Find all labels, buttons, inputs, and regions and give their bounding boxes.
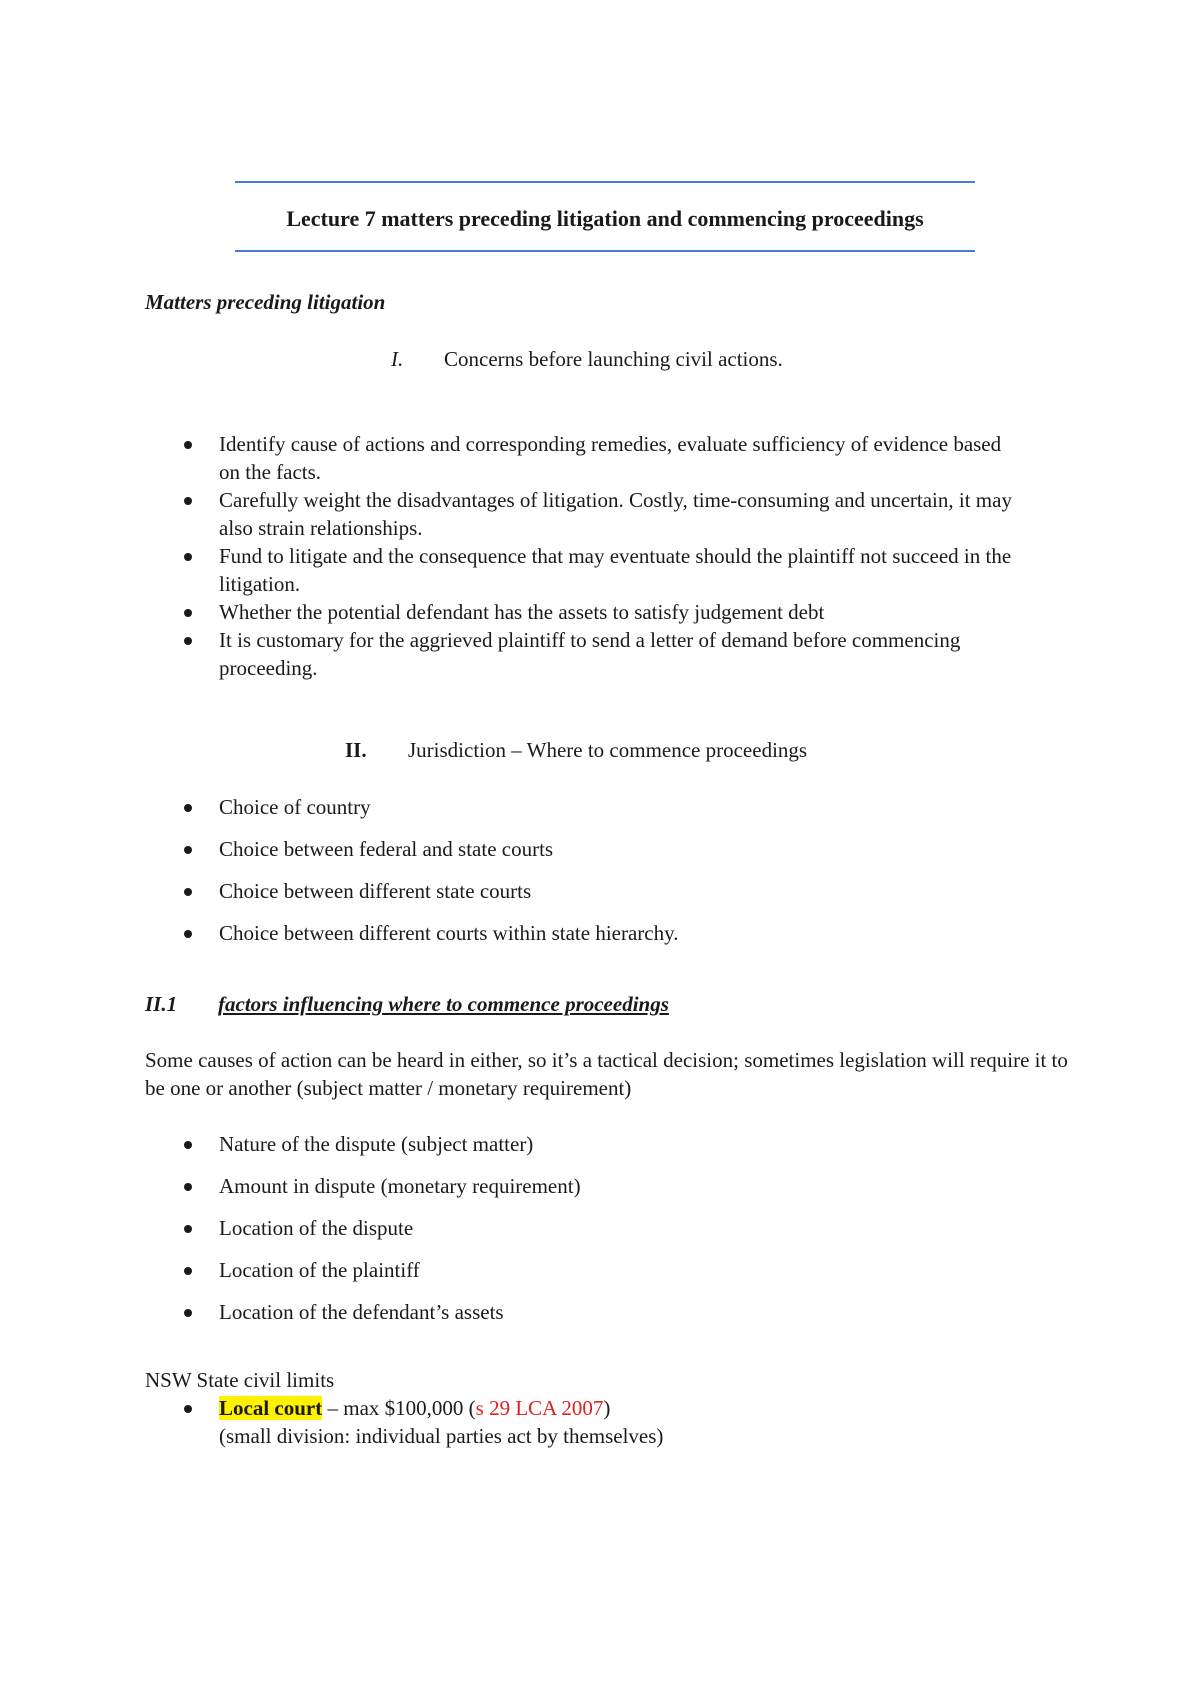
local-court-highlight: Local court (219, 1396, 323, 1420)
bullet-icon (184, 1183, 192, 1191)
bullet-icon (184, 888, 192, 896)
numeral-i: I. (391, 347, 404, 371)
list-item: Whether the potential defendant has the assets to satisfy judgement debt (0, 598, 1019, 626)
bullet-list-concerns (0, 430, 1019, 682)
paragraph-tactical: Some causes of action can be heard in either, so it’s a tactical decision; sometimes legislation will require it to be one or another (subject matter / monetary requirement) (145, 1048, 1068, 1100)
list-item: Fund to litigate and the consequence that may eventuate should the plaintiff not succeed in the litigation. (0, 542, 1019, 598)
bullet-icon (184, 441, 192, 449)
list-item: Choice of country (0, 793, 1019, 821)
bullet-icon (184, 1267, 192, 1275)
bullet-list-factors (0, 1130, 1019, 1326)
bullet-icon (184, 930, 192, 938)
nsw-heading: NSW State civil limits (145, 1368, 335, 1392)
list-item: Amount in dispute (monetary requirement) (0, 1172, 1019, 1200)
numeral-ii: II. (345, 738, 367, 762)
title-bottom-rule (235, 250, 975, 252)
bullet-icon (184, 609, 192, 617)
bullet-icon (184, 804, 192, 812)
list-item: Choice between different state courts (0, 877, 1019, 905)
bullet-icon (184, 637, 192, 645)
title-top-rule (235, 181, 975, 183)
list-item: Identify cause of actions and corresponding remedies, evaluate sufficiency of evidence based on the facts. (0, 430, 1019, 486)
bullet-icon (184, 1309, 192, 1317)
limit-text: – max $100,000 ( (322, 1396, 476, 1420)
list-item: Location of the defendant’s assets (0, 1298, 1019, 1326)
section-heading-factors: factors influencing where to commence proceedings (218, 992, 669, 1016)
numeral-ii-1: II.1 (145, 992, 178, 1016)
close-paren: ) (603, 1396, 611, 1420)
subheading-jurisdiction: Jurisdiction – Where to commence proceedings (408, 738, 808, 762)
bullet-icon (184, 1141, 192, 1149)
list-item: Choice between different courts within state hierarchy. (0, 919, 1019, 947)
list-item: Carefully weight the disadvantages of litigation. Costly, time-consuming and uncertain, it may also strain relationships. (0, 486, 1019, 542)
bullet-icon (184, 497, 192, 505)
bullet-icon (184, 553, 192, 561)
page-title: Lecture 7 matters preceding litigation and commencing proceedings (286, 206, 924, 231)
section-heading-matters: Matters preceding litigation (145, 290, 386, 314)
list-item-local-court (0, 1394, 1019, 1450)
bullet-icon (184, 1405, 192, 1413)
list-item: Location of the plaintiff (0, 1256, 1019, 1284)
list-item: Location of the dispute (0, 1214, 1019, 1242)
bullet-list-nsw (0, 1394, 1019, 1450)
citation-link: s 29 LCA 2007 (475, 1396, 604, 1420)
list-item: Choice between federal and state courts (0, 835, 1019, 863)
bullet-icon (184, 846, 192, 854)
bullet-list-jurisdiction (0, 793, 1019, 947)
bullet-icon (184, 1225, 192, 1233)
list-item: It is customary for the aggrieved plaintiff to send a letter of demand before commencing proceeding. (0, 626, 1019, 682)
subheading-concerns: Concerns before launching civil actions. (444, 347, 783, 371)
list-item: Nature of the dispute (subject matter) (0, 1130, 1019, 1158)
small-division-note: (small division: individual parties act by themselves) (219, 1424, 664, 1448)
